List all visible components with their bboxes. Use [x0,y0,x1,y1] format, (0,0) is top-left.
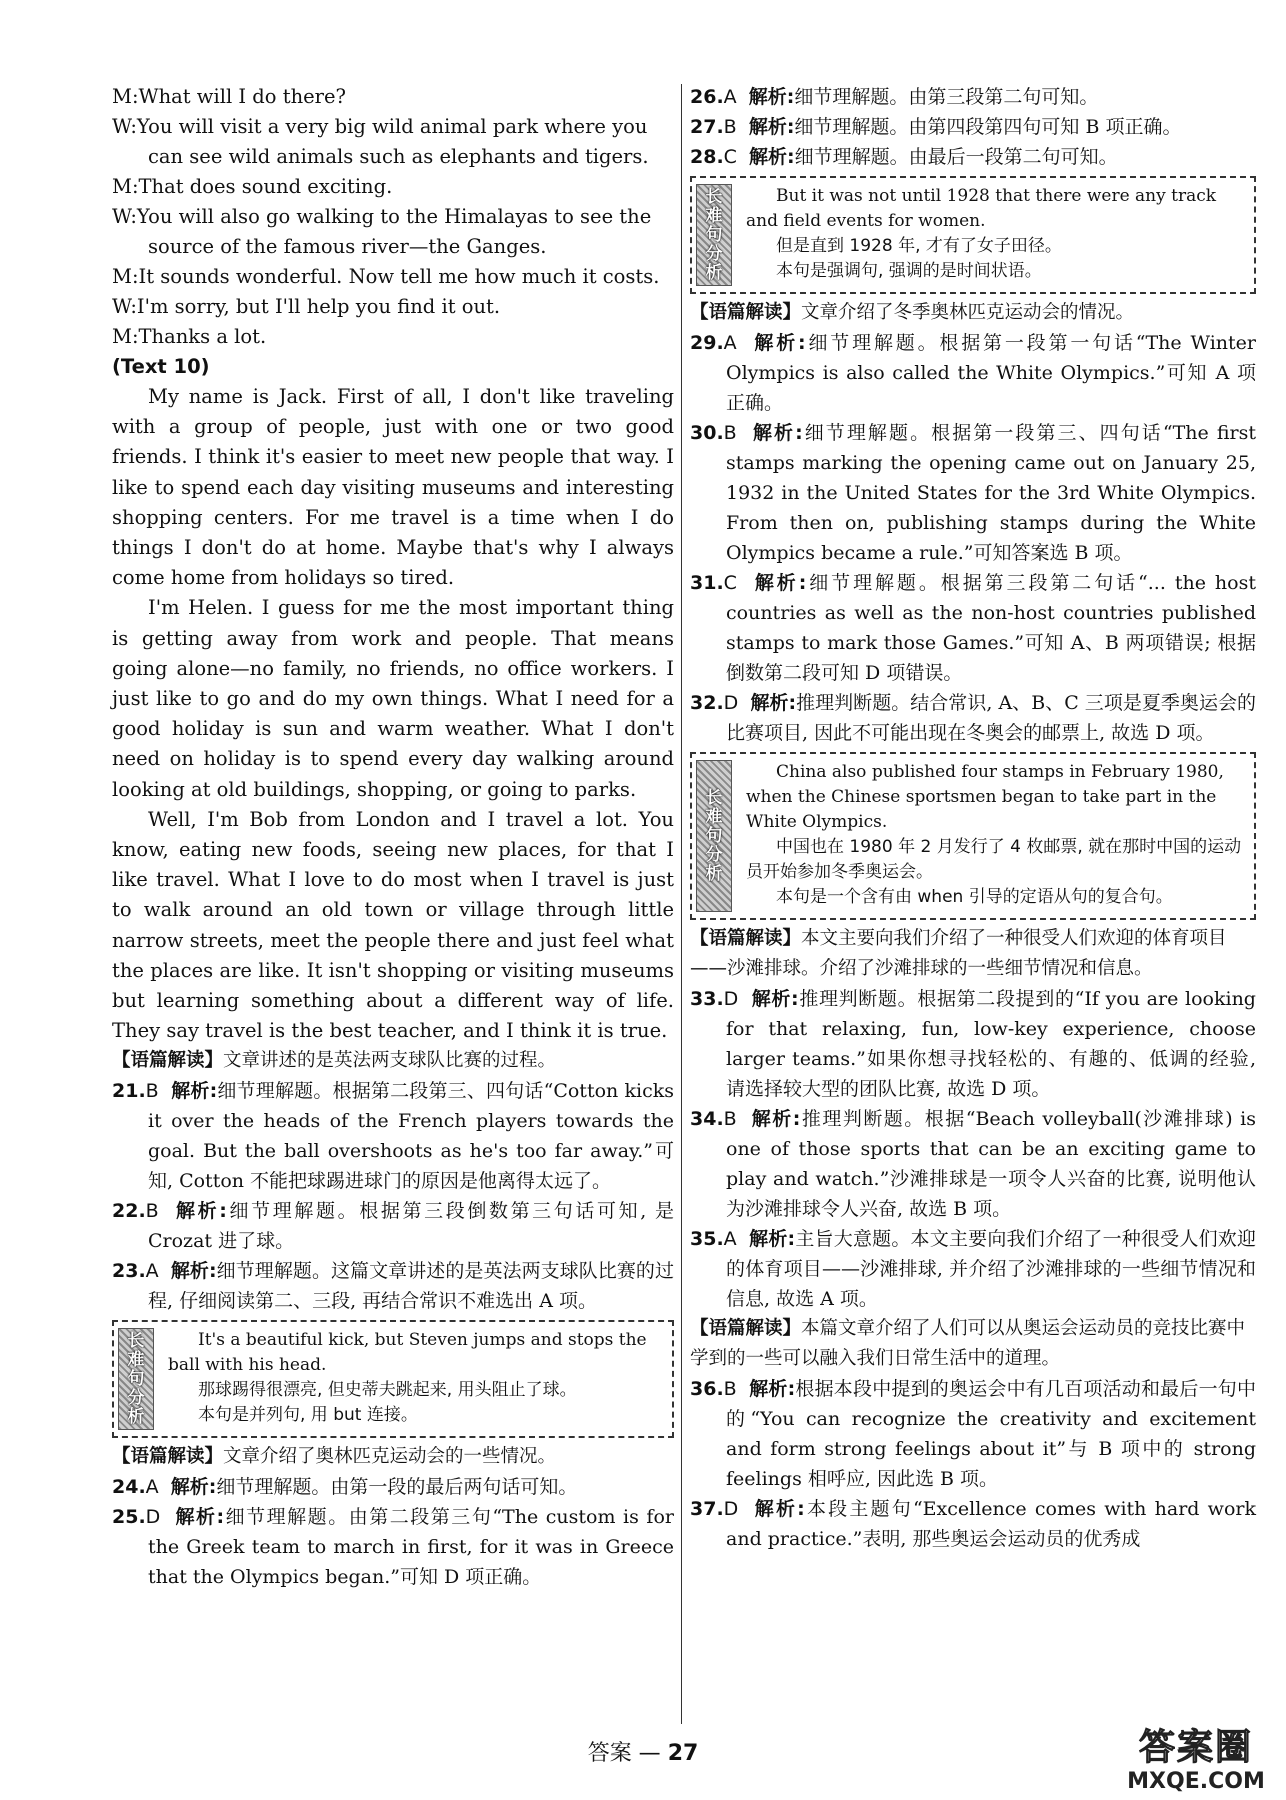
box-english-sentence: It's a beautiful kick, but Steven jumps and stops the ball with his head. [168,1330,647,1376]
question-34: 34.B 解析:推理判断题。根据“Beach volleyball(沙滩排球) is one of those sports that can be an exciting game to play and watch.”沙滩排球是一项令人兴奋的比赛, 说明他认为沙滩排球令人兴奋, 故选 B 项。 [690,1108,1256,1220]
dialog-speaker: M: [112,85,139,108]
question-21: 21.B 解析:细节理解题。根据第二段第三、四句话“Cotton kicks it over the heads of the French players towards the goal. But the ball overshoots as he's too far away.”可知, Cotton 不能把球踢进球门的原因是他离得太远了。 [112,1080,674,1193]
box-translation: 但是直到 1928 年, 才有了女子田径。 [776,236,1062,256]
question-26: 26.A 解析:细节理解题。由第三段第二句可知。 [690,86,1099,108]
question-23: 23.A 解析:细节理解题。这篇文章讲述的是英法两支球队比赛的过程, 仔细阅读第二、三段, 再结合常识不难选出 A 项。 [112,1260,674,1313]
reading-summary-4: 【语篇解读】本文主要向我们介绍了一种很受人们欢迎的体育项目——沙滩排球。介绍了沙滩排球的一些细节情况和信息。 [690,928,1227,979]
column-divider [681,84,682,1724]
reading-summary-3: 【语篇解读】文章介绍了冬季奥林匹克运动会的情况。 [690,302,1135,323]
footer-label: 答案 — [587,1741,661,1766]
right-column [690,82,1256,1554]
question-30: 30.B 解析:细节理解题。根据第一段第三、四句话“The first stamps marking the opening came out on January 25, 1932 in the United States for the 3rd White Olympics. From then on, publishing stamps during the White Olympics became a rule.”可知答案选 B 项。 [690,422,1256,564]
dialog-line [112,202,674,262]
dialog-speaker: M: [112,175,139,198]
page-footer [0,1736,1286,1767]
box-translation: 那球踢得很漂亮, 但史蒂夫跳起来, 用头阻止了球。 [198,1380,577,1401]
dialog-speaker: W: [112,295,137,318]
dialog-text: It sounds wonderful. Now tell me how much it costs. [138,265,660,288]
reading-summary-2: 【语篇解读】文章介绍了奥林匹克运动会的一些情况。 [112,1446,557,1468]
box-analysis: 本句是并列句, 用 but 连接。 [198,1405,418,1426]
question-28: 28.C 解析:细节理解题。由最后一段第二句可知。 [690,146,1118,168]
question-33: 33.D 解析:推理判断题。根据第二段提到的“If you are looking for that relaxing, fun, low-key experience, choose larger teams.”如果你想寻找轻松的、有趣的、低调的经验, 请选择较大型的团队比赛, 故选 D 项。 [690,988,1256,1100]
box-analysis: 本句是强调句, 强调的是时间状语。 [776,261,1042,281]
dialog-text: What will I do there? [138,85,346,108]
question-37: 37.D 解析:本段主题句“Excellence comes with hard work and practice.”表明, 那些奥运会运动员的优秀成 [690,1498,1256,1550]
dialog-speaker: W: [112,205,137,228]
question-25: 25.D 解析:细节理解题。由第二段第三句“The custom is for the Greek team to march in first, for it was in Greece that the Olympics began.”可知 D 项正确。 [112,1506,674,1589]
dialog-text: That does sound exciting. [138,175,393,198]
dialog-text: You will visit a very big wild animal park where you can see wild animals such as elephants and tigers. [136,115,649,168]
dialog-line [112,112,674,172]
dialog-line [112,322,674,352]
box-analysis: 本句是一个含有由 when 引导的定语从句的复合句。 [776,887,1173,907]
long-sentence-analysis-box-1 [112,1320,674,1438]
dialog-line [112,172,674,202]
dialog-speaker: M: [112,265,139,288]
watermark-url: MXQE.COM [1127,1769,1265,1794]
dialog-block [112,82,674,352]
dialog-line [112,292,674,322]
dialog-line [112,82,674,112]
dialog-speaker: W: [112,115,137,138]
question-24: 24.A 解析:细节理解题。由第一段的最后两句话可知。 [112,1476,578,1499]
question-29: 29.A 解析:细节理解题。根据第一段第一句话“The Winter Olympics is also called the White Olympics.”可知 A 项正确。 [690,332,1256,414]
question-22: 22.B 解析:细节理解题。根据第三段倒数第三句话可知, 是 Crozat 进了球。 [112,1200,674,1253]
long-sentence-stamp: 长 难 句 分 析 [696,760,732,912]
text10-paragraph-helen: I'm Helen. I guess for me the most important thing is getting away from work and people. That means going alone—no family, no friends, no office workers. I just like to go and do my own things. What I need for a good holiday is sun and warm weather. What I don't need on holiday is to spend every day walking around looking at old buildings, shopping, or going to parks. [112,596,674,801]
left-column [112,82,674,1592]
dialog-text: I'm sorry, but I'll help you find it out. [136,295,501,318]
dialog-line [112,262,674,292]
watermark-title: 答案圈 [1138,1727,1253,1768]
reading-summary-5: 【语篇解读】本篇文章介绍了人们可以从奥运会运动员的竞技比赛中学到的一些可以融入我们日常生活中的道理。 [690,1318,1246,1369]
long-sentence-stamp: 长 难 句 分 析 [696,184,732,286]
reading-summary-1: 【语篇解读】文章讲述的是英法两支球队比赛的过程。 [112,1050,557,1072]
long-sentence-analysis-box-3 [690,752,1256,920]
text10-paragraph-bob: Well, I'm Bob from London and I travel a lot. You know, eating new foods, seeing new places, for that I like travel. What I love to do most when I travel is just to walk around an old town or village through little narrow streets, meet the people there and just feel what the places are like. It isn't shopping or visiting museums but learning something about a different way of life. They say travel is the best teacher, and I think it is true. [112,807,674,1043]
question-35: 35.A 解析:主旨大意题。本文主要向我们介绍了一种很受人们欢迎的体育项目——沙滩排球, 并介绍了沙滩排球的一些细节情况和信息, 故选 A 项。 [690,1228,1256,1310]
question-27: 27.B 解析:细节理解题。由第四段第四句可知 B 项正确。 [690,116,1182,138]
box-english-sentence: But it was not until 1928 that there were any track and field events for women. [746,186,1217,231]
question-36: 36.B 解析:根据本段中提到的奥运会中有几百项活动和最后一句中的“You can recognize the creativity and excitement and form strong feelings about it”与 B 项中的 strong feelings 相呼应, 因此选 B 项。 [690,1378,1256,1490]
dialog-text: Thanks a lot. [138,325,267,348]
text10-paragraph-jack: My name is Jack. First of all, I don't like traveling with a group of people, just with one or two good friends. I think it's easier to meet new people that way. I like to spend each day visiting museums and interesting shopping centers. For me travel is a time when I do things I don't do at home. Maybe that's why I always come home from holidays so tired. [112,385,674,590]
box-english-sentence: China also published four stamps in February 1980, when the Chinese sportsmen began to take part in the White Olympics. [746,762,1224,832]
box-translation: 中国也在 1980 年 2 月发行了 4 枚邮票, 就在那时中国的运动员开始参加冬季奥运会。 [746,837,1242,882]
long-sentence-analysis-box-2 [690,176,1256,294]
long-sentence-stamp: 长 难 句 分 析 [118,1328,154,1430]
page-number: 27 [667,1741,699,1766]
dialog-speaker: M: [112,325,139,348]
site-watermark-logo [1112,1726,1280,1796]
question-32: 32.D 解析:推理判断题。结合常识, A、B、C 三项是夏季奥运会的比赛项目, 因此不可能出现在冬奥会的邮票上, 故选 D 项。 [690,692,1256,744]
question-31: 31.C 解析:细节理解题。根据第三段第二句话“... the host countries as well as the non-host countries published stamps to mark those Games.”可知 A、B 两项错误; 根据倒数第二段可知 D 项错误。 [690,572,1256,684]
text10-heading: (Text 10) [112,355,210,378]
dialog-text: You will also go walking to the Himalayas to see the source of the famous river—the Ganges. [136,205,652,258]
